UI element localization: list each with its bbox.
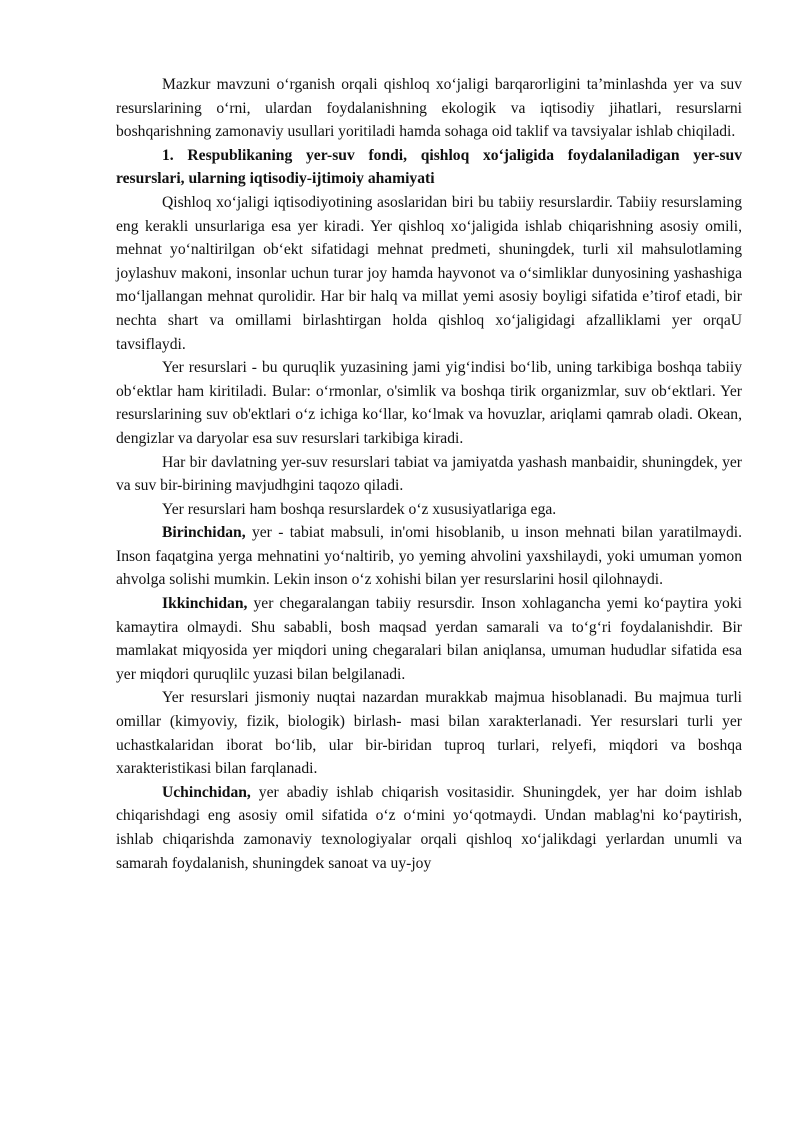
paragraph-third-feature <box>116 781 742 875</box>
section-heading <box>116 144 742 191</box>
paragraph-text: yer chegaralangan tabiiy resursdir. Inson xohlagancha yemi ko‘paytira yoki kamaytira olmaydi. Shu sababli, bosh maqsad yerdan samarali va to‘g‘ri foydalanishdir. Bir mamlakat miqyosida yer miqdori uning chegaralari bilan aniqlansa, umuman hududlar sifatida esa yer miqdori quruqlilc yuzasi bilan belgilanadi. <box>116 595 742 683</box>
paragraph-first-feature <box>116 521 742 592</box>
paragraph-intro <box>116 73 742 144</box>
paragraph-lead: Birinchidan, <box>162 524 246 542</box>
paragraph-features-intro <box>116 498 742 522</box>
paragraph-text: Yer resurslari ham boshqa resurslardek o‘z xususiyatlariga ega. <box>162 500 557 518</box>
paragraph-text: Yer resurslari jismoniy nuqtai nazardan murakkab majmua hisoblanadi. Bu majmua turli omillar (kimyoviy, fizik, biologik) birlash- masi bilan xarakterlanadi. Yer resurslari turli yer uchastkalaridan iborat bo‘lib, ular bir-biridan tuproq turlari, relyefi, miqdori va boshqa xarakteristikasi bilan farqlanadi. <box>116 689 742 778</box>
paragraph-complex-physical <box>116 686 742 780</box>
paragraph-text: Qishloq xo‘jaligi iqtisodiyotining asoslaridan biri bu tabiiy resurslardir. Tabiiy resurslaming eng kerakli unsurlariga esa yer kiradi. Yer qishloq xo‘jaligida ishlab chiqarishning asosiy omili, mehnat yo‘naltirilgan ob‘ekt sifatidagi mehnat predmeti, shuningdek, turli xil mahsulotlaming joylashuv makoni, insonlar uchun turar joy hamda hayvonot va o‘simliklar dunyosining yashashiga mo‘ljallangan mehnat qurolidir. Har bir halq va millat yemi asosiy boyligi sifatida e’tirof etadi, bir nechta shart va omillami birlashtirgan holda qishloq xo‘jaligidagi afzalliklami yer orqaU tavsiflaydi. <box>116 193 742 353</box>
paragraph-text: Har bir davlatning yer-suv resurslari tabiat va jamiyatda yashash manbaidir, shuningdek, yer va suv bir-birining mavjudhgini taqozo qiladi. <box>116 453 742 495</box>
paragraph-natural-resources <box>116 191 742 356</box>
document-page <box>116 73 742 875</box>
section-heading-text: 1. Respublikaning yer-suv fondi, qishloq xo‘jaligida foydalaniladigan yer-suv resurslari, ularning iqtisodiy-ijtimoiy ahamiyati <box>116 146 742 188</box>
paragraph-text: Yer resurslari - bu quruqlik yuzasining jami yig‘indisi bo‘lib, uning tarkibiga boshqa tabiiy ob‘ektlar ham kiritiladi. Bular: o‘rmonlar, o'simlik va boshqa tirik organizmlar, suv ob‘ektlari. Yer resurslarining suv ob'ektlari o‘z ichiga ko‘llar, ko‘lmak va hovuzlar, ariqlami qamrab oladi. Okean, dengizlar va daryolar esa suv resurslari tarkibiga kiradi. <box>116 359 742 447</box>
paragraph-lead: Ikkinchidan, <box>162 595 248 613</box>
paragraph-land-resources-definition <box>116 356 742 450</box>
paragraph-land-water-source <box>116 451 742 498</box>
paragraph-text: Mazkur mavzuni o‘rganish orqali qishloq xo‘jaligi barqarorligini ta’minlashda yer va suv resurslarining o‘rni, ulardan foydalanishning ekologik va iqtisodiy jihatlari, resurslarni boshqarishning zamonaviy usullari yoritiladi hamda sohaga oid taklif va tavsiyalar ishlab chiqiladi. <box>116 76 742 141</box>
paragraph-second-feature <box>116 592 742 686</box>
paragraph-text: yer abadiy ishlab chiqarish vositasidir. Shuningdek, yer har doim ishlab chiqarishdagi eng asosiy omil sifatida o‘z o‘mini yo‘qotmaydi. Undan mablag'ni ko‘paytirish, ishlab chiqarishda zamonaviy texnologiyalar orqali qishloq xo‘jalikdagi yerlardan unumli va samarah foydalanish, shuningdek sanoat va uy-joy <box>116 783 742 872</box>
paragraph-text: yer - tabiat mabsuli, in'omi hisoblanib, u inson mehnati bilan yaratilmaydi. Inson faqatgina yerga mehnatini yo‘naltirib, yo yeming ahvolini yaxshilaydi, yoki umuman yomon ahvolga solishi mumkin. Lekin inson o‘z xohishi bilan yer resurslarini hosil qilohnaydi. <box>116 524 742 589</box>
paragraph-lead: Uchinchidan, <box>162 783 251 801</box>
